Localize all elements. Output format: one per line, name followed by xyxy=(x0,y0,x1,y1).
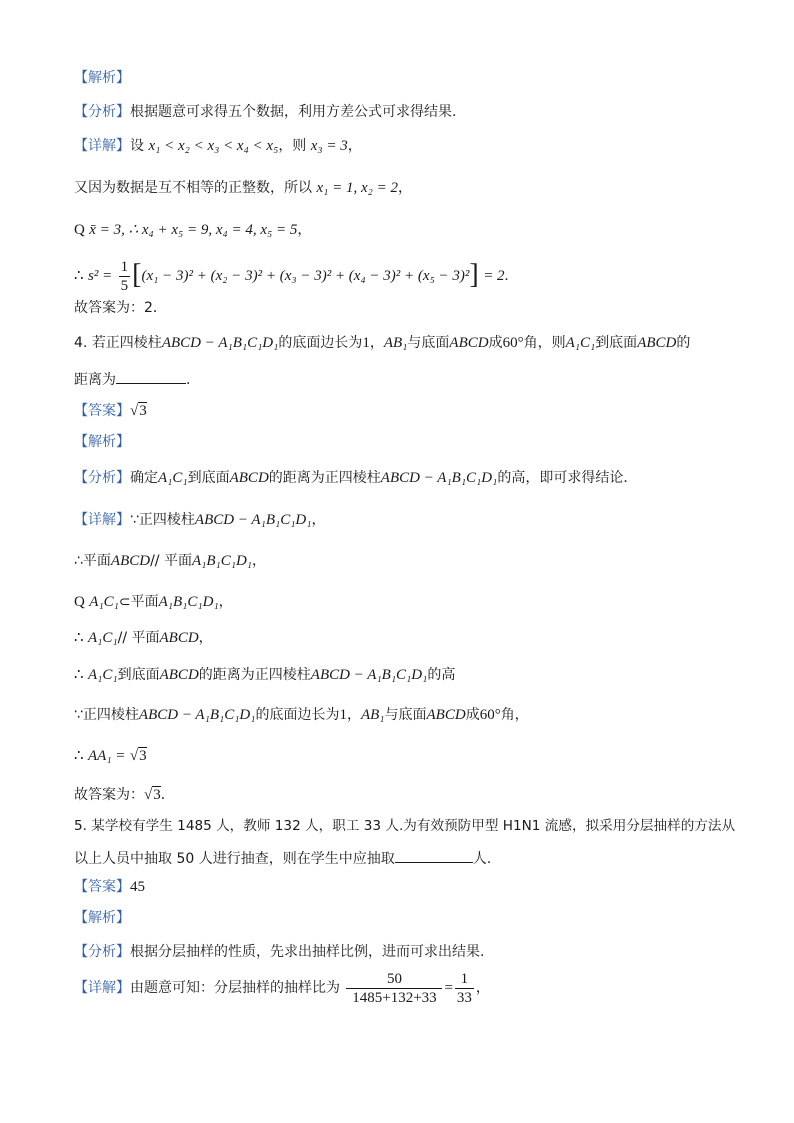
text-segment: ， xyxy=(397,180,412,196)
math-plane: ABCD xyxy=(159,630,199,646)
text-segment: ∵正四棱柱 xyxy=(130,512,195,528)
math-expression: x₁ = 1, x₂ = 2 xyxy=(316,180,398,196)
analysis-line-2 xyxy=(74,468,637,488)
math-inequality: x₁ < x₂ < x₃ < x₄ < x₅ xyxy=(148,138,279,154)
math-prism: ABCD − A₁B₁C₁D₁ xyxy=(138,707,256,723)
math-plane: A₁B₁C₁D₁ xyxy=(191,553,253,569)
variance-symbol: s² = xyxy=(88,268,113,284)
question-4-line-1 xyxy=(74,333,690,353)
detail-line-q4-4 xyxy=(74,628,213,648)
math-segment: A₁C₁ xyxy=(88,667,118,683)
math-prism: ABCD − A₁B₁C₁D₁ xyxy=(161,335,279,351)
tag-label: 【分析】 xyxy=(74,470,130,486)
math-angle: 60° xyxy=(479,707,501,723)
math-prism: ABCD − A₁B₁C₁D₁ xyxy=(194,512,312,528)
math-plane: ABCD xyxy=(449,335,489,351)
text-segment: ， xyxy=(252,553,267,569)
text-segment: 与底面 xyxy=(407,335,450,351)
fraction-one-fifth xyxy=(119,258,131,295)
symbol-prefix: Q xyxy=(74,594,85,610)
answer-line-q3 xyxy=(74,298,167,318)
math-number: 1 xyxy=(339,707,347,723)
text-segment: 距离为 xyxy=(74,372,116,388)
text-segment: 到底面 xyxy=(595,335,638,351)
math-segment: A₁C₁ xyxy=(88,630,118,646)
text-segment: 人. xyxy=(472,851,492,867)
text-segment: 又因为数据是互不相等的正整数，所以 xyxy=(74,180,312,196)
text-segment: ， xyxy=(311,512,326,528)
text-segment: 到底面 xyxy=(187,470,230,486)
math-segment: A₁C₁ xyxy=(89,594,119,610)
text-segment: ， xyxy=(347,138,362,154)
answer-value: 45 xyxy=(130,879,145,895)
question-5-line-2 xyxy=(74,848,491,869)
question-4-line-2 xyxy=(74,369,190,390)
question-5-line-1 xyxy=(74,816,735,836)
answer-line-q4 xyxy=(74,401,147,421)
text-segment: 若正四棱柱 xyxy=(91,335,162,351)
tag-label: 【详解】 xyxy=(74,138,130,154)
detail-line-2 xyxy=(74,178,412,198)
text-segment: ， xyxy=(346,707,361,723)
tag-label: 【分析】 xyxy=(74,104,130,120)
section-label-analysis-3 xyxy=(74,908,130,928)
question-text: 5. 某学校有学生 1485 人，教师 132 人，职工 33 人.为有效预防甲型 H1N1 流感，拟采用分层抽样的方法从 xyxy=(74,818,736,834)
section-label-analysis-1 xyxy=(74,68,130,88)
tag-label: 【详解】 xyxy=(74,980,130,996)
radicand: 3 xyxy=(139,748,147,764)
math-number: 1 xyxy=(362,335,370,351)
analysis-text: 根据分层抽样的性质，先求出抽样比例，进而可求出结果. xyxy=(130,944,485,960)
text-segment: . xyxy=(186,372,191,388)
text-segment: 成 xyxy=(488,335,503,351)
math-plane: ABCD xyxy=(110,553,151,569)
text-segment: ， xyxy=(218,594,233,610)
detail-line-3 xyxy=(74,220,311,240)
math-prism: ABCD − A₁B₁C₁D₁ xyxy=(380,470,498,486)
fraction-denominator: 5 xyxy=(120,277,129,294)
detail-line-1 xyxy=(74,136,362,156)
text-segment: ． xyxy=(160,787,175,803)
detail-line-q4-6 xyxy=(74,705,529,725)
text-segment: 以上人员中抽取 50 人进行抽查，则在学生中应抽取 xyxy=(74,851,395,867)
text-segment: 角， xyxy=(500,707,529,723)
fraction-denominator: 1485+132+33 xyxy=(352,989,437,1006)
text-segment: 故答案为： xyxy=(74,787,144,803)
fraction-simplified xyxy=(455,970,474,1007)
text-segment: 的底面边长为 xyxy=(255,707,340,723)
tag-label: 【答案】 xyxy=(74,403,130,419)
math-angle: 60° xyxy=(502,335,524,351)
text-segment: ，则 xyxy=(278,138,307,154)
radicand: 3 xyxy=(153,787,161,803)
detail-line-q5-1 xyxy=(74,968,490,1008)
symbol-prefix: Q xyxy=(74,222,85,238)
math-plane: A₁B₁C₁D₁ xyxy=(158,594,219,610)
therefore-symbol: ∴ xyxy=(74,667,84,683)
answer-text: 故答案为：2． xyxy=(74,300,167,316)
question-number: 4. xyxy=(74,335,88,351)
fraction-sampling-ratio xyxy=(346,970,442,1007)
text-segment: 与底面 xyxy=(384,707,427,723)
detail-line-q4-1 xyxy=(74,510,325,530)
sqrt-expression: √3 xyxy=(129,748,147,764)
tag-label: 【解析】 xyxy=(74,434,130,450)
section-label-analysis-2 xyxy=(74,432,130,452)
period: . xyxy=(504,268,509,284)
detail-line-q4-5 xyxy=(74,665,455,685)
fraction-numerator: 1 xyxy=(120,258,129,275)
math-segment: A₁C₁ xyxy=(158,470,188,486)
fraction-denominator: 33 xyxy=(456,989,472,1006)
text-segment: 确定 xyxy=(130,470,158,486)
detail-line-q4-3 xyxy=(74,592,233,612)
math-prism: ABCD − A₁B₁C₁D₁ xyxy=(310,667,428,683)
math-expression: x₃ = 3 xyxy=(310,138,348,154)
left-bracket: [ xyxy=(132,259,142,290)
text-segment: ， xyxy=(297,222,312,238)
text-segment: 的距离为正四棱柱 xyxy=(198,667,311,683)
tag-label: 【解析】 xyxy=(74,70,130,86)
answer-line-q5 xyxy=(74,877,145,897)
therefore-symbol: ∴ xyxy=(74,268,84,284)
fraction-numerator: 1 xyxy=(455,970,474,989)
math-segment: AB₁ xyxy=(360,707,385,723)
math-segment: AB₁ xyxy=(383,335,408,351)
therefore-symbol: ∴ xyxy=(74,630,84,646)
math-expression: AA₁ = xyxy=(88,748,126,764)
tag-label: 【详解】 xyxy=(74,512,130,528)
text-segment: 到底面 xyxy=(117,667,160,683)
text-segment: ， xyxy=(198,630,213,646)
analysis-line-1 xyxy=(74,102,456,122)
variance-formula xyxy=(74,256,508,296)
text-segment: ， xyxy=(475,980,490,996)
text-segment: 的 xyxy=(676,335,691,351)
sqrt-expression: √3 xyxy=(130,403,147,419)
tag-label: 【分析】 xyxy=(74,944,130,960)
variance-result: = 2 xyxy=(483,268,505,284)
text-segment: 的距离为正四棱柱 xyxy=(268,470,381,486)
math-plane: ABCD xyxy=(159,667,199,683)
text-segment: 的高 xyxy=(427,667,456,683)
analysis-line-3 xyxy=(74,942,484,962)
math-expression: x̄ = 3, ∴ x₄ + x₅ = 9, x₄ = 4, x₅ = 5 xyxy=(89,222,298,238)
answer-blank xyxy=(395,848,473,863)
text-segment: 设 xyxy=(130,138,144,154)
text-segment: 由题意可知：分层抽样的抽样比为 xyxy=(130,980,340,996)
sum-of-squares: (x₁ − 3)² + (x₂ − 3)² + (x₃ − 3)² + (x₄ − 3)² + (x₅ − 3)² xyxy=(141,268,470,284)
text-segment: // 平面 xyxy=(150,553,192,569)
math-segment: A₁C₁ xyxy=(565,335,596,351)
fraction-numerator: 50 xyxy=(346,970,442,989)
right-bracket: ] xyxy=(469,259,479,290)
text-segment: 的高，即可求得结论． xyxy=(497,470,638,486)
radicand: 3 xyxy=(139,403,147,419)
therefore-symbol: ∴ xyxy=(74,748,84,764)
detail-line-q4-7 xyxy=(74,746,147,766)
text-segment: ∵正四棱柱 xyxy=(74,707,139,723)
sqrt-expression: √3 xyxy=(144,787,161,803)
answer-line-q4-final xyxy=(74,785,175,805)
text-segment: ∴平面 xyxy=(74,553,111,569)
text-segment: ⊂平面 xyxy=(118,594,159,610)
math-plane: ABCD xyxy=(229,470,269,486)
tag-label: 【答案】 xyxy=(74,879,130,895)
analysis-text: 根据题意可求得五个数据，利用方差公式可求得结果. xyxy=(130,104,457,120)
detail-line-q4-2 xyxy=(74,551,266,571)
text-segment: 成 xyxy=(465,707,480,723)
text-segment: 的底面边长为 xyxy=(278,335,363,351)
answer-blank xyxy=(116,369,186,384)
text-segment: 角，则 xyxy=(523,335,566,351)
text-segment: // 平面 xyxy=(117,630,160,646)
math-plane: ABCD xyxy=(637,335,677,351)
equals-sign: = xyxy=(444,980,453,996)
text-segment: ， xyxy=(369,335,384,351)
tag-label: 【解析】 xyxy=(74,910,130,926)
math-plane: ABCD xyxy=(426,707,466,723)
